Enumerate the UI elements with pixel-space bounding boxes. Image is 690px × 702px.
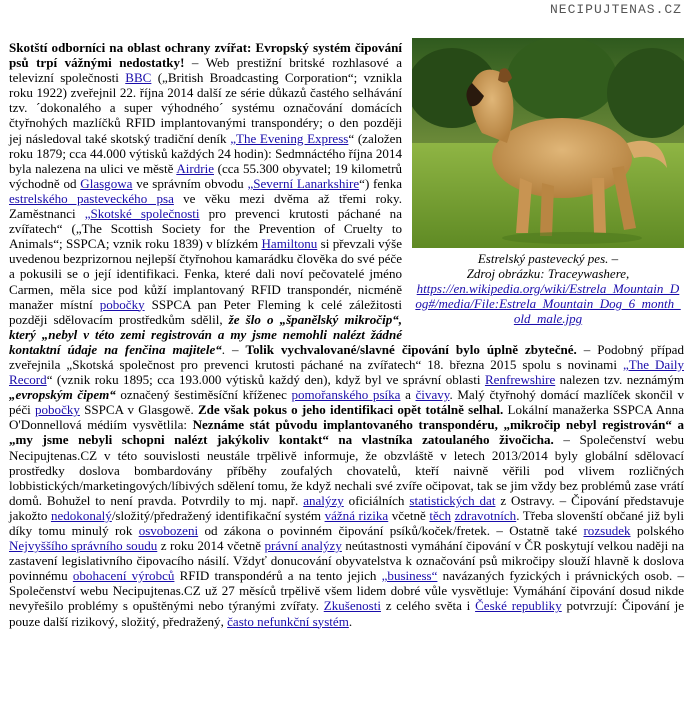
text: . – bbox=[221, 341, 246, 357]
link-hamiltonu[interactable]: Hamiltonu bbox=[261, 236, 318, 252]
text: polského bbox=[630, 523, 684, 538]
text: /složitý/předražený identifikační systém bbox=[111, 507, 325, 523]
link-nejvyssiho-soudu[interactable]: Nejvyššího správního soudu bbox=[9, 538, 158, 554]
text: RFID transpondérů a na tento jejich bbox=[174, 568, 382, 584]
text: navázaných fyzických i právnických osob. – Společenství webu Necipujtenas.CZ už 27 měsíců trpělivě všem lidem dobré vůle vysvětluje: Vymáhání čipování dosud nikde nevyřešilo problémy s opuštěnými nebo týranými zvířaty. bbox=[9, 568, 684, 614]
text: ve věku mezi dvěma až třemi roky. Zaměstnanci bbox=[9, 190, 402, 222]
link-osvobozeni[interactable]: osvobozeni bbox=[138, 523, 199, 538]
link-estrelsky[interactable]: estrelského pasteveckého psa bbox=[9, 190, 174, 206]
text: ve správním obvodu bbox=[132, 175, 248, 191]
text: “) fenka bbox=[359, 175, 403, 191]
text: – Společenství webu Necipujtenas.CZ v této souvislosti neustále trpělivě informuje, že obzvláště v letech 2013/2014 byly globální sdělovací prostředky doslova bombardovány příběhy zoufalých chovatelů, kteří naivně věřili pod vlivem rozličných lobbistických/marketingových/líbivých sdělení tomu, že když nechali své zvíře očipovat, tak se jim vždy bez problémů zase vrátí domů. Bohužel to není pravda. Potvrdily to mj. např. bbox=[9, 432, 684, 508]
link-zkusenosti[interactable]: Zkušenosti bbox=[323, 598, 381, 614]
text: označený šestiměsíční kříženec bbox=[115, 387, 292, 403]
article-lead: Skotští odborníci na oblast ochrany zvířat: Evropský systém čipování psů trpí vážnými nedostatky! bbox=[9, 40, 402, 71]
text: nalezen tzv. neznámým bbox=[555, 372, 684, 388]
text: . Třeba slovenští občané již byli díky tomu minulý rok bbox=[9, 507, 684, 538]
figure-caption bbox=[412, 251, 684, 326]
text: oficiálních bbox=[343, 492, 410, 508]
text: z roku 2014 včetně bbox=[157, 538, 265, 554]
link-business[interactable]: „business“ bbox=[381, 568, 438, 584]
link-bbc[interactable]: BBC bbox=[125, 70, 152, 86]
link-daily-record[interactable]: „The Daily Record bbox=[9, 356, 684, 388]
text: potvrzují: Čipování je pouze další rizikový, složitý, předražený, bbox=[9, 598, 684, 629]
link-sspca[interactable]: „Skotské společnosti bbox=[84, 206, 200, 222]
text: z Ostravy. – Čipování představuje jakožto bbox=[9, 492, 684, 523]
caption-source-link[interactable]: https://en.wikipedia.org/wiki/Estrela_Mountain_Dog#/media/File:Estrela_Mountain_Dog_6_month_old_male.jpg bbox=[415, 281, 681, 326]
link-vazna-rizika[interactable]: vážná rizika bbox=[324, 507, 389, 523]
link-statisticka-data[interactable]: statistických dat bbox=[409, 492, 496, 508]
bold-statement: Zde však pokus o jeho identifikaci opět totálně selhal. bbox=[197, 402, 504, 418]
link-glasgowa[interactable]: Glasgowa bbox=[80, 175, 133, 191]
link-pravni-analyzy[interactable]: právní analýzy bbox=[264, 538, 342, 554]
bold-statement: Tolik vychvalované/slavné čipování bylo úplně zbytečné. bbox=[245, 341, 577, 357]
text: “ (založen roku 1879; cca 44.000 výtisků každých 24 hodin): Sedmnáctého října 2014 byla nalezena na ulici ve městě bbox=[9, 130, 402, 176]
text: pro prevenci krutosti páchané na zvířatech“ („The Scottish Society for the Prevention of Cruelty to Animals“; SSPCA; vznik roku 1839) v blízkém bbox=[9, 206, 402, 252]
link-rozsudek[interactable]: rozsudek bbox=[583, 523, 631, 538]
caption-source: Zdroj obrázku: Traceywashere, bbox=[466, 266, 630, 281]
text: („British Broadcasting Corporation“; vznikla roku 1922) zveřejnil 22. října 2014 další ze série důkazů častého selhávání tzv. ´dokonalého a super výhodného´ systému označování domácích čtyřnohých mazlíčků RFID implantovanými transpondéry; o den později jej následoval také skotský tradiční deník bbox=[9, 70, 402, 146]
link-airdrie[interactable]: Airdrie bbox=[176, 160, 214, 176]
quote-european-chip: „evropským čipem“ bbox=[9, 387, 116, 403]
text: a bbox=[400, 387, 416, 403]
link-lanarkshire[interactable]: „Severní Lanarkshire bbox=[247, 175, 360, 191]
link-evening-express[interactable]: „The Evening Express bbox=[230, 130, 349, 146]
link-ceske-republiky[interactable]: České republiky bbox=[475, 598, 562, 614]
link-pobocky[interactable]: pobočky bbox=[99, 296, 145, 312]
text: (cca 55.300 obyvatel; 19 kilometrů východně od bbox=[9, 160, 402, 191]
bold-statement: Neznáme stát původu implantovaného transpondéru, „mikročip nebyl registrován“ a „my jsme nebyli schopni nalézt jakýkoliv kontakt“ na vlastníka zatoulaného živočicha. bbox=[9, 417, 684, 448]
link-pomeranian[interactable]: pomořanského psíka bbox=[291, 387, 401, 403]
caption-title: Estrelský pastevecký pes. – bbox=[477, 251, 619, 266]
text: od zákona o povinném čipování psíků/koček/fretek. – Ostatně také bbox=[198, 523, 584, 538]
text: – Web prestižní britské rozhlasové a televizní společnosti bbox=[9, 55, 402, 86]
figure bbox=[412, 38, 684, 326]
text: Lokální manažerka SSPCA Anna O'Donnellová médiím vysvětlila: bbox=[9, 402, 685, 433]
text: z celého světa i bbox=[381, 598, 476, 614]
text: SSPCA v Glasgowě. bbox=[79, 402, 198, 418]
link-civavy[interactable]: čivavy bbox=[415, 387, 450, 403]
link-casto-nefunkcni[interactable]: často nefunkční systém bbox=[227, 613, 349, 629]
site-watermark: NECIPUJTENAS.CZ bbox=[549, 2, 682, 17]
article-body bbox=[9, 40, 684, 629]
text: včetně bbox=[388, 507, 430, 523]
link-analyzy[interactable]: analýzy bbox=[303, 492, 344, 508]
text: “ (vznik roku 1895; cca 193.000 výtisků každý den), když byl ve správní oblasti bbox=[46, 372, 485, 388]
text: si převzali výše uvedenou bezprizornou nejlepší čtyřnohou kamarádku člověka do své péče a pokusili se o její identifikaci. Fenka, které dali noví pečovatelé jméno Carmen, měla sice pod kůží implantovaný RFID transpondér, nicméně manažer místní bbox=[9, 236, 402, 312]
link-obohaceni[interactable]: obohacení výrobců bbox=[72, 568, 175, 584]
text: SSPCA pan Peter Fleming k celé záležitosti později sdělovacím prostředkům sdělil, bbox=[9, 296, 402, 327]
link-nedokonaly[interactable]: nedokonalý bbox=[50, 507, 112, 523]
text: neútastnosti vymáhání čipování v ČR poskytují velkou naději na zastavení legislativního čipovacího násilí. Vždyť donucování obyvatelstva k označování psů mikročipy slouží hlavně k doslova povinnému bbox=[9, 538, 684, 584]
link-tech[interactable]: těch bbox=[429, 507, 452, 523]
quote-spanish-chip: že šlo o „španělský mikročip“, který „nebyl v této zemi registrován a my jsme nemohli nalézt žádné kontaktní údaje na fenčina majitele“ bbox=[9, 311, 402, 357]
text: – Podobný případ zveřejnila „Skotská společnost pro prevenci krutosti páchané na zvířatech“ 18. března 2015 spolu s novinami bbox=[9, 341, 684, 372]
link-pobocky-2[interactable]: pobočky bbox=[34, 402, 80, 418]
dog-photo bbox=[412, 38, 684, 248]
link-renfrewshire[interactable]: Renfrewshire bbox=[484, 372, 556, 388]
text: . bbox=[348, 613, 353, 629]
text: . Malý čtyřnohý domácí mazlíček skončil v péči bbox=[9, 387, 685, 418]
link-zdravotnich[interactable]: zdravotních bbox=[454, 507, 517, 523]
